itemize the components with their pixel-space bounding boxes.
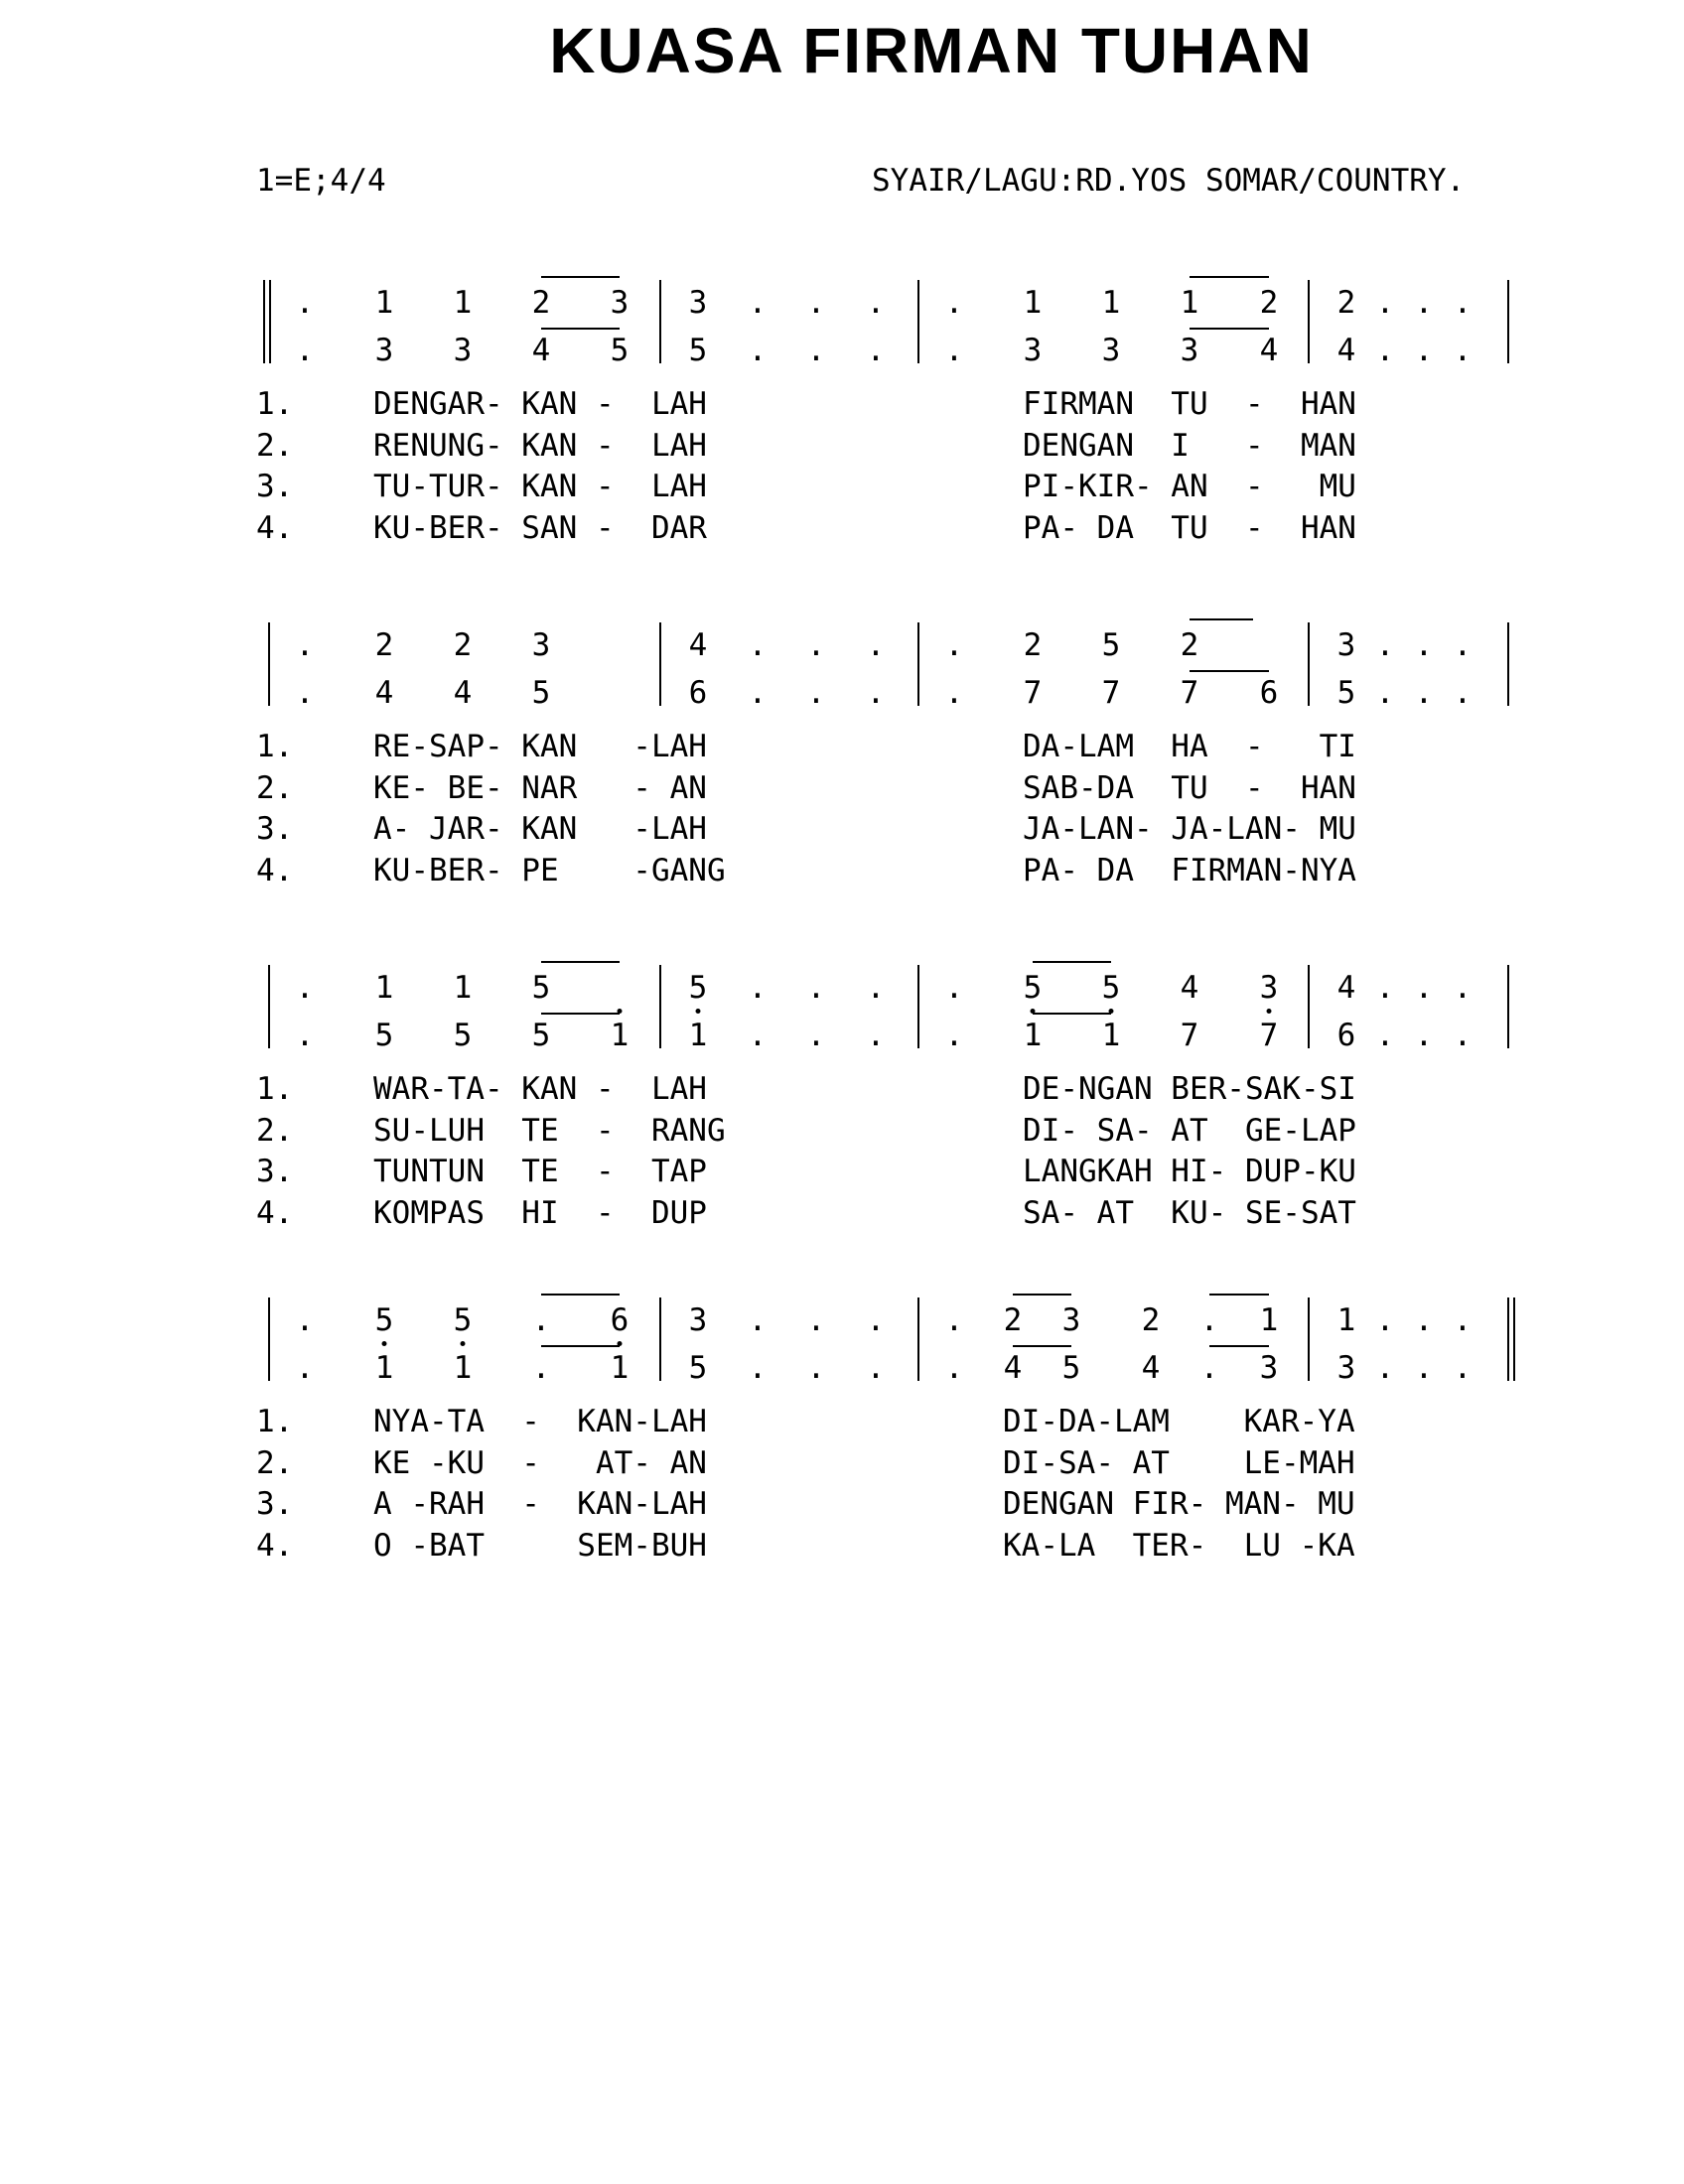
rest-dot: . bbox=[866, 1302, 886, 1338]
rest-dot: . bbox=[748, 970, 768, 1006]
lyric-right: PI-KIR- AN - MU bbox=[1023, 469, 1356, 504]
rest-dot: . bbox=[1375, 970, 1395, 1006]
verse-number: 4. bbox=[256, 1527, 294, 1564]
note: 5 bbox=[1023, 970, 1043, 1006]
slur-line bbox=[1190, 328, 1269, 330]
rest-dot: . bbox=[295, 333, 315, 368]
note: 3 bbox=[1101, 333, 1121, 368]
note: 4 bbox=[688, 627, 708, 663]
note: 3 bbox=[374, 333, 394, 368]
lyric-right: DENGAN FIR- MAN- MU bbox=[1003, 1486, 1355, 1522]
rest-dot: . bbox=[806, 333, 826, 368]
slur-line bbox=[541, 276, 620, 278]
rest-dot: . bbox=[295, 1302, 315, 1338]
music-system bbox=[0, 1286, 1684, 1573]
lyric-left: KOMPAS HI - DUP bbox=[373, 1194, 707, 1231]
note: 1 bbox=[1180, 285, 1199, 321]
note: 3 bbox=[531, 627, 551, 663]
note: 1 bbox=[1336, 1302, 1356, 1338]
note: 4 bbox=[374, 675, 394, 711]
note: 5 bbox=[531, 675, 551, 711]
note: 3 bbox=[1180, 333, 1199, 368]
slur-line bbox=[541, 1013, 620, 1015]
lyric-left: SU-LUH TE - RANG bbox=[373, 1112, 726, 1149]
barline bbox=[659, 622, 661, 706]
rest-dot: . bbox=[1453, 1302, 1473, 1338]
note: 5 bbox=[1061, 1350, 1081, 1386]
rest-dot: . bbox=[1414, 627, 1434, 663]
lyric-right: SAB-DA TU - HAN bbox=[1023, 769, 1356, 806]
note: 4 bbox=[1003, 1350, 1023, 1386]
rest-dot: . bbox=[1375, 333, 1395, 368]
note: 4 bbox=[1336, 333, 1356, 368]
rest-dot: . bbox=[866, 1350, 886, 1386]
rest-dot: . bbox=[1414, 1018, 1434, 1053]
note: 1 bbox=[453, 1350, 473, 1386]
note: 4 bbox=[1141, 1350, 1161, 1386]
rest-dot: . bbox=[748, 627, 768, 663]
lyric-right: KA-LA TER- LU -KA bbox=[1003, 1527, 1355, 1564]
verse-number: 3. bbox=[256, 1154, 294, 1189]
barline bbox=[917, 1297, 919, 1381]
barline bbox=[917, 280, 919, 363]
note: 1 bbox=[1023, 1018, 1043, 1053]
note: 5 bbox=[688, 1350, 708, 1386]
octave-dot bbox=[461, 1341, 466, 1346]
octave-dot bbox=[618, 1341, 623, 1346]
note: 6 bbox=[688, 675, 708, 711]
barline bbox=[659, 280, 661, 363]
lyric-right: DI-DA-LAM KAR-YA bbox=[1003, 1404, 1355, 1439]
rest-dot: . bbox=[1453, 1018, 1473, 1053]
verse-number: 1. bbox=[256, 729, 294, 764]
verse-number: 1. bbox=[256, 1404, 294, 1439]
rest-dot: . bbox=[806, 1350, 826, 1386]
key-signature: 1=E;4/4 bbox=[256, 163, 386, 199]
verse-number: 1. bbox=[256, 386, 294, 422]
lyric-right: DENGAN I - MAN bbox=[1023, 427, 1356, 464]
slur-line bbox=[1013, 1345, 1071, 1347]
barline bbox=[659, 1297, 661, 1381]
rest-dot: . bbox=[1199, 1302, 1219, 1338]
lyric-left: RE-SAP- KAN -LAH bbox=[373, 729, 707, 764]
rest-dot: . bbox=[748, 1350, 768, 1386]
note: 1 bbox=[453, 285, 473, 321]
song-credit: SYAIR/LAGU:RD.YOS SOMAR/COUNTRY. bbox=[872, 163, 1466, 199]
rest-dot: . bbox=[1453, 285, 1473, 321]
lyric-left: A- JAR- KAN -LAH bbox=[373, 811, 707, 847]
note: 3 bbox=[688, 285, 708, 321]
note: 1 bbox=[688, 1018, 708, 1053]
note: 1 bbox=[610, 1350, 630, 1386]
rest-dot: . bbox=[1453, 1350, 1473, 1386]
note: 2 bbox=[453, 627, 473, 663]
song-title: KUASA FIRMAN TUHAN bbox=[549, 15, 1314, 86]
note: 7 bbox=[1023, 675, 1043, 711]
lyric-left: KU-BER- PE -GANG bbox=[373, 852, 726, 888]
octave-dot bbox=[382, 1341, 387, 1346]
verse-number: 2. bbox=[256, 769, 294, 806]
note: 3 bbox=[1259, 1350, 1279, 1386]
rest-dot: . bbox=[1414, 1302, 1434, 1338]
note: 5 bbox=[453, 1302, 473, 1338]
rest-dot: . bbox=[1375, 675, 1395, 711]
barline bbox=[1507, 280, 1509, 363]
note: 1 bbox=[374, 970, 394, 1006]
note: 5 bbox=[1101, 627, 1121, 663]
note: 1 bbox=[1101, 285, 1121, 321]
lyric-right: DA-LAM HA - TI bbox=[1023, 729, 1356, 764]
note: 3 bbox=[1336, 1350, 1356, 1386]
rest-dot: . bbox=[531, 1302, 551, 1338]
note: 4 bbox=[1180, 970, 1199, 1006]
music-system bbox=[0, 268, 1684, 556]
note: 3 bbox=[1336, 627, 1356, 663]
rest-dot: . bbox=[806, 285, 826, 321]
verse-number: 4. bbox=[256, 509, 294, 546]
note: 2 bbox=[1141, 1302, 1161, 1338]
slur-line bbox=[1190, 276, 1269, 278]
barline bbox=[1308, 280, 1310, 363]
lyric-right: DI- SA- AT GE-LAP bbox=[1023, 1112, 1356, 1149]
rest-dot: . bbox=[944, 627, 964, 663]
rest-dot: . bbox=[1453, 675, 1473, 711]
verse-number: 2. bbox=[256, 1444, 294, 1481]
slur-line bbox=[1190, 670, 1269, 672]
lyric-right: LANGKAH HI- DUP-KU bbox=[1023, 1154, 1356, 1189]
rest-dot: . bbox=[944, 285, 964, 321]
rest-dot: . bbox=[866, 333, 886, 368]
barline bbox=[269, 280, 271, 363]
rest-dot: . bbox=[748, 285, 768, 321]
note: 5 bbox=[531, 1018, 551, 1053]
note: 2 bbox=[1259, 285, 1279, 321]
note: 2 bbox=[1023, 627, 1043, 663]
note: 1 bbox=[1023, 285, 1043, 321]
rest-dot: . bbox=[295, 970, 315, 1006]
slur-line bbox=[541, 328, 620, 330]
note: 3 bbox=[1259, 970, 1279, 1006]
verse-number: 2. bbox=[256, 427, 294, 464]
rest-dot: . bbox=[748, 675, 768, 711]
note: 5 bbox=[688, 333, 708, 368]
rest-dot: . bbox=[806, 675, 826, 711]
rest-dot: . bbox=[866, 1018, 886, 1053]
note: 6 bbox=[1336, 1018, 1356, 1053]
rest-dot: . bbox=[806, 970, 826, 1006]
verse-number: 3. bbox=[256, 811, 294, 847]
note: 1 bbox=[1259, 1302, 1279, 1338]
rest-dot: . bbox=[1375, 1350, 1395, 1386]
note: 1 bbox=[453, 970, 473, 1006]
note: 3 bbox=[610, 285, 630, 321]
note: 4 bbox=[531, 333, 551, 368]
rest-dot: . bbox=[295, 627, 315, 663]
note: 7 bbox=[1259, 1018, 1279, 1053]
rest-dot: . bbox=[295, 285, 315, 321]
rest-dot: . bbox=[944, 1302, 964, 1338]
rest-dot: . bbox=[944, 333, 964, 368]
lyric-left: RENUNG- KAN - LAH bbox=[373, 427, 707, 464]
rest-dot: . bbox=[806, 1302, 826, 1338]
barline bbox=[268, 622, 270, 706]
note: 4 bbox=[1259, 333, 1279, 368]
slur-line bbox=[1209, 1345, 1269, 1347]
verse-number: 4. bbox=[256, 1194, 294, 1231]
note: 6 bbox=[610, 1302, 630, 1338]
note: 5 bbox=[374, 1302, 394, 1338]
note: 6 bbox=[1259, 675, 1279, 711]
rest-dot: . bbox=[1453, 627, 1473, 663]
octave-dot bbox=[1267, 1009, 1272, 1014]
note: 5 bbox=[453, 1018, 473, 1053]
barline bbox=[1308, 965, 1310, 1048]
lyric-right: JA-LAN- JA-LAN- MU bbox=[1023, 811, 1356, 847]
note: 3 bbox=[1023, 333, 1043, 368]
rest-dot: . bbox=[531, 1350, 551, 1386]
rest-dot: . bbox=[1414, 675, 1434, 711]
note: 5 bbox=[374, 1018, 394, 1053]
lyric-left: TUNTUN TE - TAP bbox=[373, 1154, 707, 1189]
verse-number: 3. bbox=[256, 1486, 294, 1522]
rest-dot: . bbox=[866, 627, 886, 663]
barline bbox=[1308, 622, 1310, 706]
slur-line bbox=[1209, 1294, 1269, 1296]
octave-dot bbox=[1109, 1009, 1114, 1014]
barline bbox=[1507, 965, 1509, 1048]
note: 5 bbox=[1336, 675, 1356, 711]
lyric-right: DE-NGAN BER-SAK-SI bbox=[1023, 1071, 1356, 1107]
music-system bbox=[0, 953, 1684, 1241]
rest-dot: . bbox=[748, 1302, 768, 1338]
lyric-left: KE -KU - AT- AN bbox=[373, 1444, 707, 1481]
lyric-right: PA- DA FIRMAN-NYA bbox=[1023, 852, 1356, 888]
rest-dot: . bbox=[748, 1018, 768, 1053]
lyric-left: KU-BER- SAN - DAR bbox=[373, 509, 707, 546]
note: 3 bbox=[1061, 1302, 1081, 1338]
rest-dot: . bbox=[295, 1018, 315, 1053]
rest-dot: . bbox=[1453, 333, 1473, 368]
note: 2 bbox=[531, 285, 551, 321]
barline bbox=[263, 280, 265, 363]
note: 5 bbox=[610, 333, 630, 368]
lyric-left: NYA-TA - KAN-LAH bbox=[373, 1404, 707, 1439]
rest-dot: . bbox=[1414, 970, 1434, 1006]
note: 3 bbox=[453, 333, 473, 368]
verse-number: 3. bbox=[256, 469, 294, 504]
rest-dot: . bbox=[806, 627, 826, 663]
lyric-right: SA- AT KU- SE-SAT bbox=[1023, 1194, 1356, 1231]
barline bbox=[659, 965, 661, 1048]
rest-dot: . bbox=[1375, 1018, 1395, 1053]
rest-dot: . bbox=[1414, 285, 1434, 321]
rest-dot: . bbox=[295, 675, 315, 711]
note: 1 bbox=[1101, 1018, 1121, 1053]
slur-line bbox=[1033, 1013, 1111, 1015]
note: 5 bbox=[531, 970, 551, 1006]
rest-dot: . bbox=[944, 970, 964, 1006]
rest-dot: . bbox=[1199, 1350, 1219, 1386]
note: 4 bbox=[453, 675, 473, 711]
note: 2 bbox=[1003, 1302, 1023, 1338]
note: 1 bbox=[374, 1350, 394, 1386]
note: 1 bbox=[374, 285, 394, 321]
octave-dot bbox=[1031, 1009, 1036, 1014]
barline bbox=[1507, 622, 1509, 706]
rest-dot: . bbox=[1414, 333, 1434, 368]
rest-dot: . bbox=[1414, 1350, 1434, 1386]
rest-dot: . bbox=[748, 333, 768, 368]
note: 4 bbox=[1336, 970, 1356, 1006]
lyric-right: DI-SA- AT LE-MAH bbox=[1003, 1444, 1355, 1481]
note: 5 bbox=[1101, 970, 1121, 1006]
lyric-left: KE- BE- NAR - AN bbox=[373, 769, 707, 806]
rest-dot: . bbox=[1453, 970, 1473, 1006]
octave-dot bbox=[618, 1009, 623, 1014]
note: 5 bbox=[688, 970, 708, 1006]
note: 2 bbox=[374, 627, 394, 663]
barline bbox=[1308, 1297, 1310, 1381]
barline bbox=[268, 965, 270, 1048]
verse-number: 1. bbox=[256, 1071, 294, 1107]
barline bbox=[268, 1297, 270, 1381]
slur-line bbox=[1013, 1294, 1071, 1296]
barline bbox=[1513, 1297, 1515, 1381]
rest-dot: . bbox=[295, 1350, 315, 1386]
verse-number: 4. bbox=[256, 852, 294, 888]
rest-dot: . bbox=[944, 1350, 964, 1386]
note: 7 bbox=[1101, 675, 1121, 711]
note: 7 bbox=[1180, 675, 1199, 711]
slur-line bbox=[541, 1345, 620, 1347]
lyric-right: FIRMAN TU - HAN bbox=[1023, 386, 1356, 422]
barline bbox=[1507, 1297, 1509, 1381]
lyric-left: WAR-TA- KAN - LAH bbox=[373, 1071, 707, 1107]
lyric-left: DENGAR- KAN - LAH bbox=[373, 386, 707, 422]
barline bbox=[917, 965, 919, 1048]
rest-dot: . bbox=[866, 285, 886, 321]
rest-dot: . bbox=[866, 970, 886, 1006]
lyric-left: O -BAT SEM-BUH bbox=[373, 1527, 707, 1564]
rest-dot: . bbox=[806, 1018, 826, 1053]
rest-dot: . bbox=[866, 675, 886, 711]
note: 3 bbox=[688, 1302, 708, 1338]
slur-line bbox=[1190, 618, 1253, 620]
note: 2 bbox=[1336, 285, 1356, 321]
rest-dot: . bbox=[1375, 627, 1395, 663]
note: 7 bbox=[1180, 1018, 1199, 1053]
barline bbox=[917, 622, 919, 706]
rest-dot: . bbox=[1375, 1302, 1395, 1338]
slur-line bbox=[541, 961, 620, 963]
lyric-left: TU-TUR- KAN - LAH bbox=[373, 469, 707, 504]
rest-dot: . bbox=[944, 1018, 964, 1053]
lyric-left: A -RAH - KAN-LAH bbox=[373, 1486, 707, 1522]
rest-dot: . bbox=[1375, 285, 1395, 321]
note: 2 bbox=[1180, 627, 1199, 663]
rest-dot: . bbox=[944, 675, 964, 711]
slur-line bbox=[541, 1294, 620, 1296]
slur-line bbox=[1033, 961, 1111, 963]
verse-number: 2. bbox=[256, 1112, 294, 1149]
octave-dot bbox=[696, 1009, 701, 1014]
lyric-right: PA- DA TU - HAN bbox=[1023, 509, 1356, 546]
music-system bbox=[0, 611, 1684, 898]
note: 1 bbox=[610, 1018, 630, 1053]
